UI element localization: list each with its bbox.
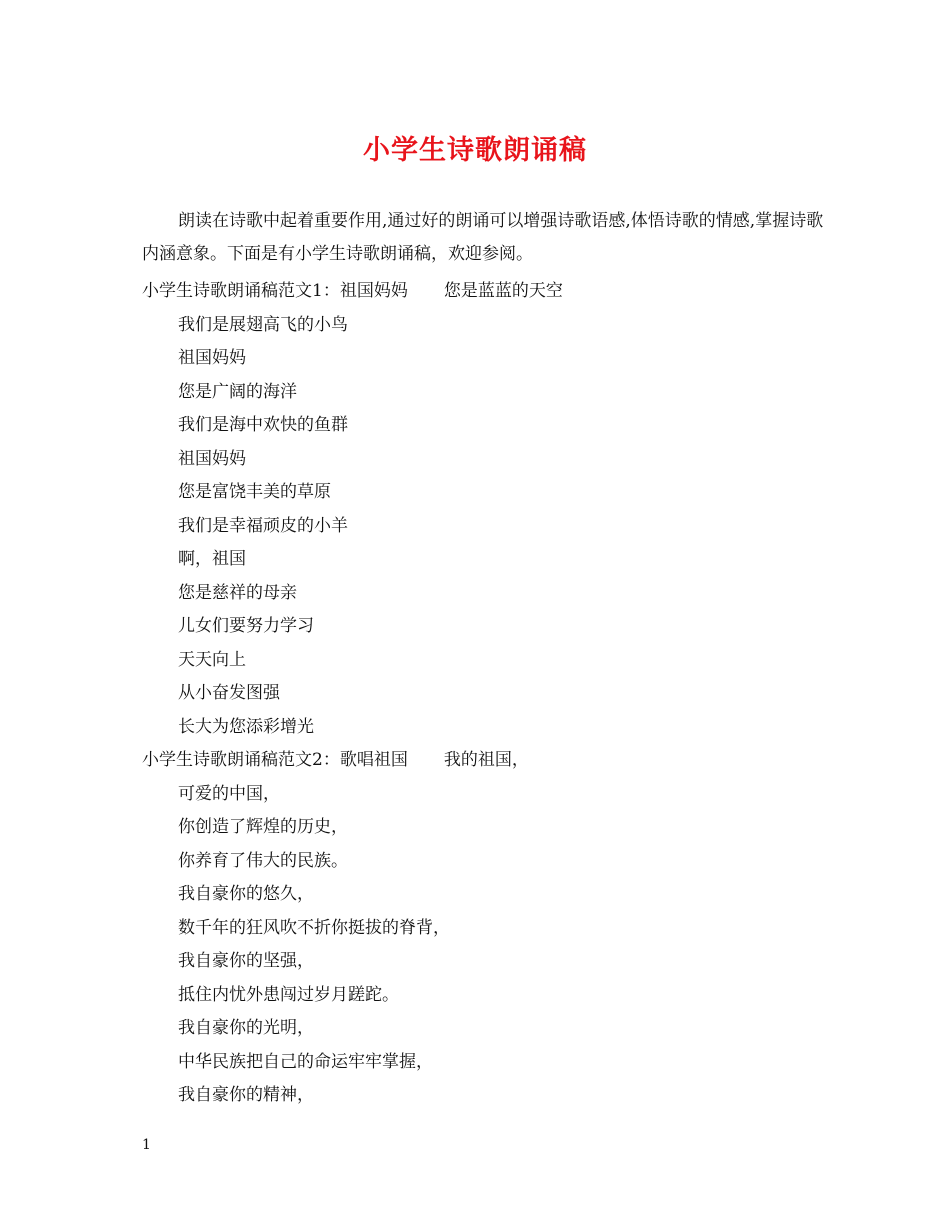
poem-line: 您是蓝蓝的天空 <box>443 281 563 301</box>
poem-line: 天天向上 <box>178 649 246 670</box>
poem-line: 我自豪你的坚强， <box>178 951 314 971</box>
poem-line: 您是慈祥的母亲 <box>178 582 297 603</box>
poem-line: 祖国妈妈 <box>178 348 246 368</box>
poem-line: 儿女们要努力学习 <box>178 616 314 636</box>
poem-line: 我的祖国， <box>443 750 529 770</box>
page-number: 1 <box>142 1137 151 1153</box>
poem-line: 您是富饶丰美的草原 <box>178 482 331 502</box>
poem-line: 你养育了伟大的民族。 <box>178 850 348 871</box>
poem-line: 我自豪你的悠久， <box>178 884 314 904</box>
document-title: 小学生诗歌朗诵稿 <box>363 135 587 166</box>
poem-line: 我们是展翅高飞的小鸟 <box>178 314 348 335</box>
poem-body <box>142 275 832 1113</box>
poem-line: 长大为您添彩增光 <box>178 716 314 737</box>
section-heading-1 <box>142 275 832 309</box>
poem-line: 我们是幸福顽皮的小羊 <box>178 515 348 536</box>
poem-line: 你创造了辉煌的历史， <box>178 817 348 837</box>
poem-line: 我们是海中欢快的鱼群 <box>178 415 348 435</box>
poem-line: 我自豪你的精神， <box>178 1085 314 1105</box>
poem-line: 您是广阔的海洋 <box>178 381 297 402</box>
poem-line: 从小奋发图强 <box>178 683 280 703</box>
section-title: 小学生诗歌朗诵稿范文2：歌唱祖国 <box>142 750 408 770</box>
section-title: 小学生诗歌朗诵稿范文1：祖国妈妈 <box>142 281 408 301</box>
poem-line: 可爱的中国， <box>178 783 280 804</box>
poem-line: 抵住内忧外患闯过岁月蹉跎。 <box>178 984 399 1005</box>
poem-line: 祖国妈妈 <box>178 448 246 469</box>
poem-line: 啊，祖国 <box>178 549 246 569</box>
intro-paragraph: 朗读在诗歌中起着重要作用,通过好的朗诵可以增强诗歌语感,体悟诗歌的情感,掌握诗歌内涵意象。下面是有小学生诗歌朗诵稿，欢迎参阅。 <box>142 211 824 264</box>
poem-line: 中华民族把自己的命运牢牢掌握， <box>178 1051 433 1072</box>
section-heading-2 <box>142 744 832 778</box>
poem-line: 数千年的狂风吹不折你挺拔的脊背， <box>178 917 450 938</box>
poem-line: 我自豪你的光明， <box>178 1018 314 1038</box>
